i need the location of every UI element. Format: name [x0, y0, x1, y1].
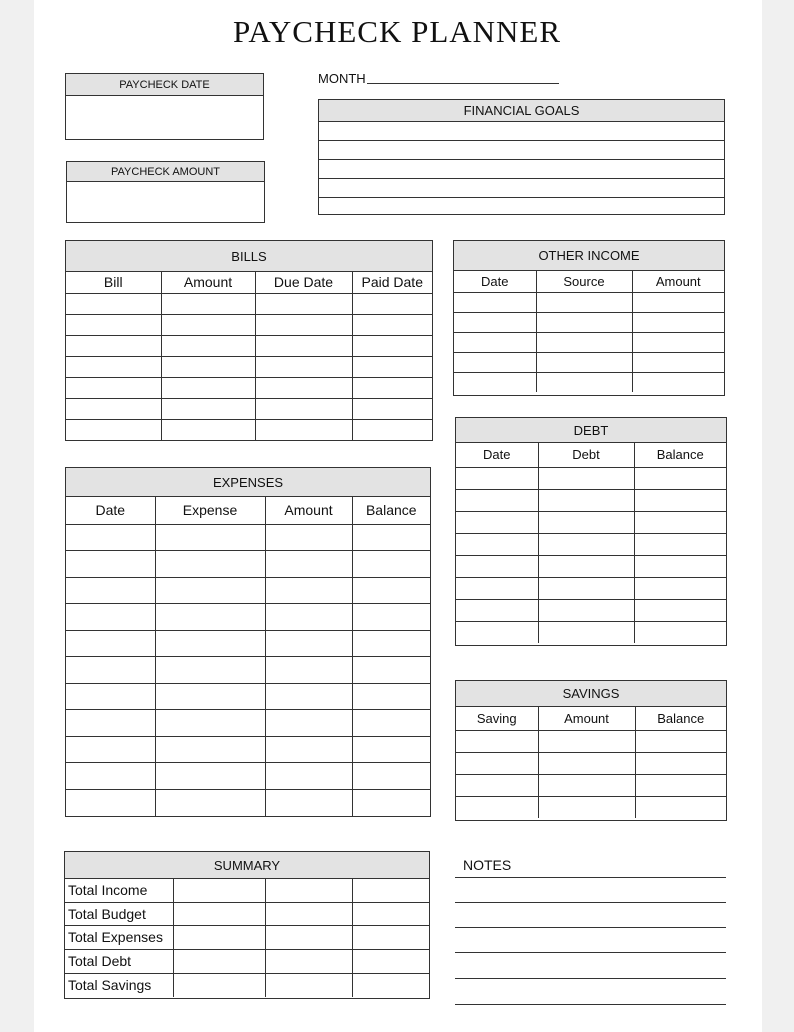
month-field[interactable]	[367, 83, 559, 84]
table-cell[interactable]	[634, 621, 726, 643]
paycheck-date-field[interactable]	[66, 96, 263, 139]
table-cell[interactable]	[456, 577, 538, 599]
table-cell[interactable]	[255, 419, 352, 440]
column-header: Date	[456, 443, 538, 467]
table-cell[interactable]	[66, 524, 155, 551]
table-cell[interactable]	[173, 902, 265, 925]
savings-title: SAVINGS	[456, 681, 726, 707]
table-cell[interactable]	[538, 555, 634, 577]
table-cell[interactable]	[352, 925, 429, 949]
column-header: Amount	[265, 497, 352, 524]
note-line[interactable]	[455, 902, 726, 903]
summary-table	[64, 851, 430, 999]
table-cell[interactable]	[161, 293, 255, 314]
table-row	[66, 314, 432, 335]
table-cell[interactable]	[265, 551, 352, 578]
goal-line[interactable]	[319, 122, 724, 141]
column-header: Balance	[635, 707, 726, 730]
table-cell[interactable]	[536, 332, 632, 352]
table-cell[interactable]	[66, 657, 155, 684]
table-cell[interactable]	[66, 736, 155, 763]
column-header: Balance	[352, 497, 430, 524]
table-cell[interactable]	[634, 533, 726, 555]
savings-table	[455, 680, 727, 821]
column-header: Amount	[632, 271, 724, 292]
table-cell[interactable]	[352, 630, 430, 657]
table-cell[interactable]	[456, 533, 538, 555]
table-cell[interactable]	[255, 293, 352, 314]
table-row	[456, 511, 726, 533]
table-row	[454, 312, 724, 332]
table-cell[interactable]	[66, 551, 155, 578]
table-row	[456, 621, 726, 643]
table-cell[interactable]	[66, 293, 161, 314]
note-line[interactable]	[455, 927, 726, 928]
table-row	[66, 377, 432, 398]
table-row	[66, 657, 430, 684]
table-row	[66, 551, 430, 578]
table-cell[interactable]	[352, 879, 429, 902]
month-label: MONTH	[318, 71, 366, 86]
table-cell[interactable]	[173, 925, 265, 949]
table-cell[interactable]	[155, 551, 265, 578]
expenses-table	[65, 467, 431, 817]
table-cell[interactable]	[538, 577, 634, 599]
column-header: Balance	[634, 443, 726, 467]
table-cell[interactable]	[155, 657, 265, 684]
table-cell[interactable]	[536, 352, 632, 372]
table-cell[interactable]	[352, 736, 430, 763]
bills-title: BILLS	[66, 241, 432, 272]
note-line[interactable]	[455, 877, 726, 878]
table-cell[interactable]	[161, 398, 255, 419]
table-cell[interactable]	[155, 630, 265, 657]
note-line[interactable]	[455, 952, 726, 953]
table-row	[454, 332, 724, 352]
table-cell[interactable]	[66, 789, 155, 816]
table-row	[454, 352, 724, 372]
table-cell[interactable]	[265, 524, 352, 551]
table-cell[interactable]	[173, 879, 265, 902]
column-header: Source	[536, 271, 632, 292]
table-cell[interactable]	[456, 555, 538, 577]
table-cell[interactable]	[634, 555, 726, 577]
paycheck-date-label: PAYCHECK DATE	[66, 74, 263, 96]
table-cell[interactable]	[255, 356, 352, 377]
table-cell[interactable]	[352, 710, 430, 737]
table-cell[interactable]	[538, 467, 634, 489]
other-income-grid	[454, 271, 724, 392]
table-cell[interactable]	[161, 419, 255, 440]
summary-row-label: Total Expenses	[65, 925, 173, 949]
debt-table	[455, 417, 727, 646]
table-cell[interactable]	[265, 949, 352, 973]
table-cell[interactable]	[352, 314, 432, 335]
table-row	[66, 293, 432, 314]
table-cell[interactable]	[66, 630, 155, 657]
table-row	[456, 555, 726, 577]
table-row	[456, 774, 726, 796]
expenses-grid	[66, 497, 430, 816]
table-cell[interactable]	[635, 774, 726, 796]
debt-title: DEBT	[456, 418, 726, 443]
table-cell[interactable]	[155, 710, 265, 737]
table-cell[interactable]	[66, 763, 155, 790]
table-cell[interactable]	[538, 489, 634, 511]
table-cell[interactable]	[265, 973, 352, 997]
table-cell[interactable]	[66, 377, 161, 398]
bills-table	[65, 240, 433, 441]
table-cell[interactable]	[173, 973, 265, 997]
table-cell[interactable]	[66, 398, 161, 419]
table-row	[456, 533, 726, 555]
table-cell[interactable]	[536, 292, 632, 312]
table-cell[interactable]	[352, 604, 430, 631]
column-header: Saving	[456, 707, 538, 730]
summary-row	[65, 902, 429, 925]
table-cell[interactable]	[265, 630, 352, 657]
summary-row-label: Total Budget	[65, 902, 173, 925]
table-cell[interactable]	[634, 511, 726, 533]
table-cell[interactable]	[352, 789, 430, 816]
table-cell[interactable]	[634, 467, 726, 489]
table-cell[interactable]	[66, 314, 161, 335]
table-cell[interactable]	[456, 467, 538, 489]
table-cell[interactable]	[66, 419, 161, 440]
table-row	[66, 577, 430, 604]
table-cell[interactable]	[352, 551, 430, 578]
table-cell[interactable]	[352, 419, 432, 440]
table-cell[interactable]	[538, 511, 634, 533]
table-row	[456, 489, 726, 511]
table-cell[interactable]	[634, 599, 726, 621]
table-cell[interactable]	[454, 352, 536, 372]
table-cell[interactable]	[265, 763, 352, 790]
table-row	[456, 796, 726, 818]
table-row	[66, 604, 430, 631]
column-header: Bill	[66, 272, 161, 293]
table-cell[interactable]	[161, 356, 255, 377]
summary-row-label: Total Debt	[65, 949, 173, 973]
note-line[interactable]	[455, 1004, 726, 1005]
summary-row	[65, 973, 429, 997]
table-row	[456, 752, 726, 774]
table-cell[interactable]	[255, 314, 352, 335]
table-cell[interactable]	[456, 599, 538, 621]
column-header: Due Date	[255, 272, 352, 293]
table-cell[interactable]	[456, 796, 538, 818]
paycheck-amount-field[interactable]	[67, 182, 264, 222]
table-cell[interactable]	[352, 657, 430, 684]
table-cell[interactable]	[632, 372, 724, 392]
summary-row	[65, 925, 429, 949]
table-cell[interactable]	[634, 489, 726, 511]
table-row	[66, 524, 430, 551]
table-cell[interactable]	[454, 292, 536, 312]
table-cell[interactable]	[456, 511, 538, 533]
goal-line[interactable]	[319, 160, 724, 179]
table-cell[interactable]	[456, 774, 538, 796]
other-income-title: OTHER INCOME	[454, 241, 724, 271]
table-cell[interactable]	[155, 604, 265, 631]
table-cell[interactable]	[265, 925, 352, 949]
table-row	[456, 599, 726, 621]
table-cell[interactable]	[265, 604, 352, 631]
notes-label: NOTES	[463, 857, 512, 873]
table-cell[interactable]	[456, 730, 538, 752]
table-cell[interactable]	[173, 949, 265, 973]
table-row	[454, 292, 724, 312]
note-line[interactable]	[455, 978, 726, 979]
table-row	[66, 335, 432, 356]
table-cell[interactable]	[155, 763, 265, 790]
savings-grid	[456, 707, 726, 818]
table-cell[interactable]	[265, 902, 352, 925]
table-cell[interactable]	[255, 398, 352, 419]
table-cell[interactable]	[352, 356, 432, 377]
table-cell[interactable]	[536, 312, 632, 332]
table-cell[interactable]	[454, 372, 536, 392]
table-cell[interactable]	[255, 335, 352, 356]
financial-goals-box	[318, 99, 725, 215]
table-cell[interactable]	[161, 314, 255, 335]
bills-grid	[66, 272, 432, 440]
table-cell[interactable]	[538, 621, 634, 643]
table-cell[interactable]	[454, 312, 536, 332]
table-cell[interactable]	[352, 398, 432, 419]
table-cell[interactable]	[632, 312, 724, 332]
summary-grid	[65, 879, 429, 997]
summary-title: SUMMARY	[65, 852, 429, 879]
goal-line[interactable]	[319, 179, 724, 198]
table-cell[interactable]	[632, 332, 724, 352]
column-header: Expense	[155, 497, 265, 524]
table-cell[interactable]	[265, 879, 352, 902]
column-header: Date	[66, 497, 155, 524]
table-row	[66, 630, 430, 657]
table-row	[66, 356, 432, 377]
table-cell[interactable]	[352, 949, 429, 973]
table-cell[interactable]	[265, 736, 352, 763]
table-cell[interactable]	[538, 599, 634, 621]
table-cell[interactable]	[632, 292, 724, 312]
table-cell[interactable]	[161, 377, 255, 398]
column-header: Amount	[538, 707, 635, 730]
table-row	[66, 763, 430, 790]
table-cell[interactable]	[634, 577, 726, 599]
expenses-title: EXPENSES	[66, 468, 430, 497]
summary-row-label: Total Income	[65, 879, 173, 902]
table-cell[interactable]	[155, 736, 265, 763]
table-cell[interactable]	[538, 752, 635, 774]
goal-line[interactable]	[319, 141, 724, 160]
column-header: Paid Date	[352, 272, 432, 293]
table-cell[interactable]	[66, 683, 155, 710]
table-cell[interactable]	[265, 657, 352, 684]
table-cell[interactable]	[352, 763, 430, 790]
table-row	[66, 398, 432, 419]
table-cell[interactable]	[66, 356, 161, 377]
table-cell[interactable]	[538, 796, 635, 818]
table-cell[interactable]	[255, 377, 352, 398]
table-cell[interactable]	[265, 710, 352, 737]
table-cell[interactable]	[632, 352, 724, 372]
table-row	[66, 683, 430, 710]
table-row	[456, 467, 726, 489]
table-cell[interactable]	[352, 377, 432, 398]
summary-row	[65, 879, 429, 902]
table-row	[454, 372, 724, 392]
other-income-table	[453, 240, 725, 396]
table-cell[interactable]	[454, 332, 536, 352]
paycheck-date-box	[65, 73, 264, 140]
table-cell[interactable]	[352, 973, 429, 997]
column-header: Debt	[538, 443, 634, 467]
summary-row	[65, 949, 429, 973]
table-cell[interactable]	[265, 683, 352, 710]
goal-line[interactable]	[319, 198, 724, 213]
table-cell[interactable]	[352, 577, 430, 604]
page-title: PAYCHECK PLANNER	[232, 14, 562, 49]
table-row	[456, 730, 726, 752]
table-cell[interactable]	[155, 577, 265, 604]
table-cell[interactable]	[66, 577, 155, 604]
table-cell[interactable]	[66, 335, 161, 356]
table-cell[interactable]	[66, 710, 155, 737]
table-cell[interactable]	[155, 524, 265, 551]
table-cell[interactable]	[635, 752, 726, 774]
column-header: Date	[454, 271, 536, 292]
table-cell[interactable]	[635, 796, 726, 818]
table-cell[interactable]	[538, 730, 635, 752]
table-cell[interactable]	[155, 789, 265, 816]
table-row	[66, 710, 430, 737]
table-cell[interactable]	[352, 524, 430, 551]
table-cell[interactable]	[161, 335, 255, 356]
table-cell[interactable]	[352, 902, 429, 925]
debt-grid	[456, 443, 726, 643]
table-cell[interactable]	[536, 372, 632, 392]
table-cell[interactable]	[265, 789, 352, 816]
financial-goals-label: FINANCIAL GOALS	[319, 100, 724, 122]
table-cell[interactable]	[352, 335, 432, 356]
table-row	[456, 577, 726, 599]
table-cell[interactable]	[635, 730, 726, 752]
table-cell[interactable]	[456, 752, 538, 774]
table-row	[66, 789, 430, 816]
summary-row-label: Total Savings	[65, 973, 173, 997]
table-row	[66, 736, 430, 763]
table-cell[interactable]	[66, 604, 155, 631]
table-cell[interactable]	[538, 774, 635, 796]
table-row	[66, 419, 432, 440]
paycheck-amount-box	[66, 161, 265, 223]
table-cell[interactable]	[456, 621, 538, 643]
column-header: Amount	[161, 272, 255, 293]
table-cell[interactable]	[352, 293, 432, 314]
table-cell[interactable]	[352, 683, 430, 710]
table-cell[interactable]	[456, 489, 538, 511]
table-cell[interactable]	[538, 533, 634, 555]
paycheck-amount-label: PAYCHECK AMOUNT	[67, 162, 264, 182]
table-cell[interactable]	[265, 577, 352, 604]
table-cell[interactable]	[155, 683, 265, 710]
